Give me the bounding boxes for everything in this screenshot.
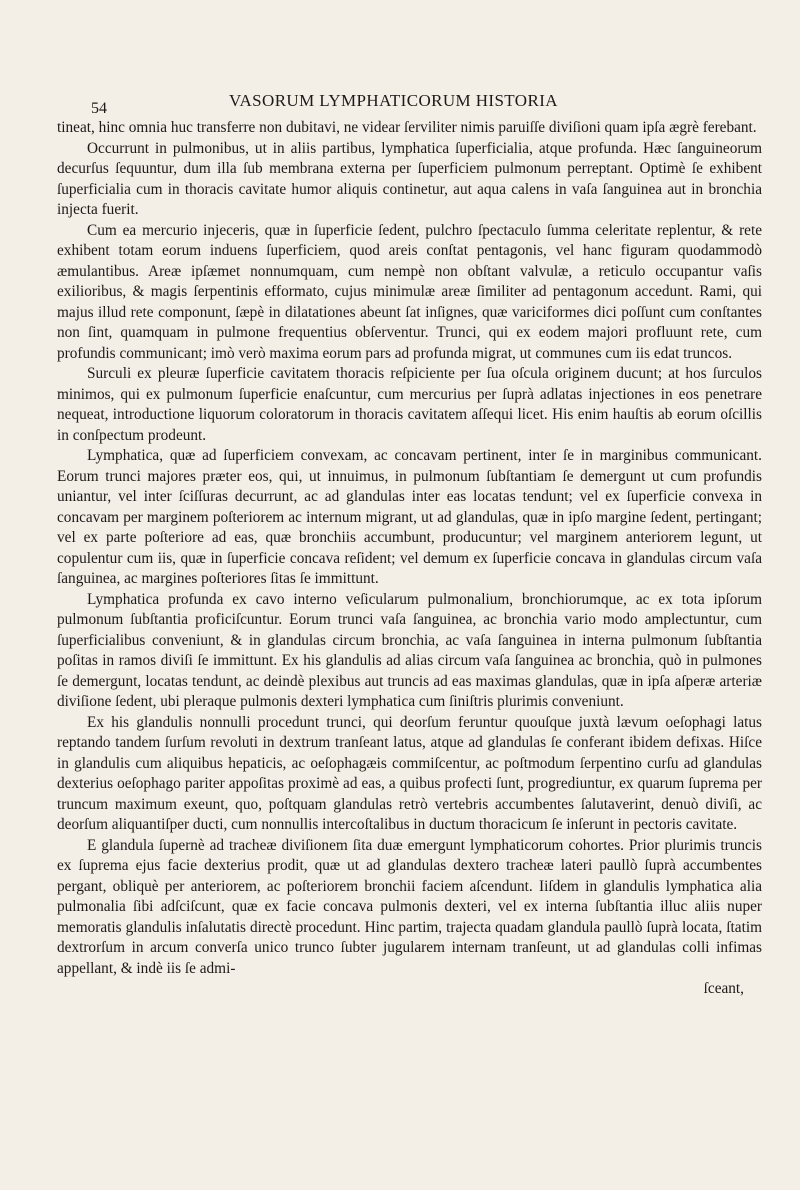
page-number: 54 (91, 100, 107, 117)
paragraph: tineat, hinc omnia huc transferre non dubitavi, ne videar ſerviliter nimis paruiſſe diviſioni quam ipſa ægrè ferebant. (57, 119, 757, 136)
paragraph: E glandula ſupernè ad tracheæ diviſionem ſita duæ emergunt lymphaticorum cohortes. Prior plurimis truncis ex ſuprema ejus facie dexterius prodit, quæ ut ad glandulas dextero tracheæ lateri paullò ſuprà accumbentes pergant, obliquè per anteriorem, ac poſteriorem bronchii faciem aſcendunt. Iiſdem in glandulis lymphatica alia pulmonalia ſibi adſciſcunt, quæ ex facie concava pulmonis dexteri, vel ex interna ſubſtantia illuc aliis nuper memoratis glandulis inſalutatis directè procedunt. Hinc partim, trajecta quadam glandula paullò ſuprà locata, ſtatim dextrorſum in arcum converſa unico trunco ſubter jugularem internam tranſeunt, ut ad glandulas colli infimas appellant, & indè iis ſe admi- (57, 836, 762, 977)
running-head: VASORUM LYMPHATICORUM HISTORIA (229, 91, 558, 110)
body-text (57, 118, 762, 979)
page-header (57, 88, 762, 116)
paragraph: Surculi ex pleuræ ſuperficie cavitatem thoracis reſpiciente per ſua oſcula originem ducunt; at hos ſurculos minimos, qui ex pulmonum ſuperficie enaſcuntur, cum mercurius per ſuprà adlatas injectiones in eos penetrare nequeat, introductione liquorum coloratorum in thoracis cavitatem aſſequi licet. His enim hauſtis ab eorum oſcillis in conſpectum prodeunt. (57, 365, 762, 444)
paragraph: Lymphatica profunda ex cavo interno veſicularum pulmonalium, bronchiorumque, ac ex tota ipſorum pulmonum ſubſtantia proficiſcuntur. Eorum trunci vaſa ſanguinea, ac bronchia vario modo amplectuntur, cum ſuperficialibus conveniunt, & in glandulas circum bronchia, ac vaſa ſanguinea in interna pulmonum ſubſtantia poſitas in ramos diviſi ſe immittunt. Ex his glandulis ad alias circum vaſa ſanguinea ac bronchia, quò in pulmones ſe demergunt, locatas tendunt, ac deindè plexibus aut truncis ad eas maximas glandulas, quæ in ipſa aſperæ arteriæ diviſione ſedent, ubi pleraque pulmonis dexteri lymphatica cum ſiniſtris plurimis conveniunt. (57, 590, 762, 710)
paragraph: Ex his glandulis nonnulli procedunt trunci, qui deorſum feruntur quouſque juxtà lævum oeſophagi latus reptando tandem ſurſum revoluti in dextrum tranſeant latus, atque ad glandulas ſe conferant ibidem defixas. Hiſce in glandulis cum aliquibus hepaticis, ac oeſophagæis commiſcentur, ac poſtmodum ſerpentino curſu ad glandulas dexterius oeſophago pariter appoſitas proximè ad eas, a quibus profecti ſunt, progrediuntur, ex quarum ſuprema per truncum maximum exeunt, quo, poſtquam glandulas retrò vertebris accumbentes ſalutaverint, denuò diviſi, ac deorſum aliquantiſper ducti, cum nonnullis intercoſtalibus in ductum thoracicum ſe inſerunt in pectoris cavitate. (57, 713, 762, 833)
paragraph: Cum ea mercurio injeceris, quæ in ſuperficie ſedent, pulchro ſpectaculo ſumma celeritate replentur, & rete exhibent totam eorum induens ſuperficiem, quod areis conſtat pentagonis, vel hanc figuram quodammodò æmulantibus. Areæ ipſæmet nonnumquam, cum nempè non obſtant valvulæ, a reticulo occupantur vaſis exilioribus, & magis ſerpentinis efformato, cujus minimulæ areæ ſimiliter ad pentagonum accedunt. Rami, qui majus illud rete componunt, ſæpè in dilatationes abeunt ſat inſignes, quæ variciformes dici poſſunt cum conſtantes non ſint, quamquam in pulmone frequentius obſerventur. Trunci, qui ex eodem majori profluunt rete, cum profundis communicant; imò verò maxima eorum pars ad profunda migrat, ut communes cum iis edat truncos. (57, 221, 762, 362)
paragraph: Occurrunt in pulmonibus, ut in aliis partibus, lymphatica ſuperficialia, atque profunda. Hæc ſanguineorum decurſus ſequuntur, dum illa ſub membrana externa per ſuperficiem pulmonum perreptant. Optimè ſe exhibent ſuperficialia cum in thoracis cavitate humor aliquis continetur, aut aqua calens in vaſa ſanguinea aut in bronchia injecta fuerit. (57, 139, 762, 218)
catchword: ſceant, (703, 980, 744, 997)
paragraph: Lymphatica, quæ ad ſuperficiem convexam, ac concavam pertinent, inter ſe in marginibus communicant. Eorum trunci majores præter eos, qui, ut innuimus, in pulmonum ſubſtantiam ſe demergunt ut cum profundis uniantur, vel inter ſciſſuras decurrunt, ac ad glandulas inter eas locatas tendunt; vel ex ſuperficie convexa in concavam per marginem poſteriorem ac internum migrant, ut ad glandulas, quæ in ipſo margine ſedent, pertingant; vel ex parte poſteriore ad eas, quæ bronchiis accumbunt, producuntur; vel marginem anteriorem legunt, ut copulentur cum iis, quæ in ſuperficie concava reſident; vel demum ex ſuperficie concava in glandulas circum vaſa ſanguinea, ac margines poſteriores ſitas ſe immittunt. (57, 447, 762, 587)
